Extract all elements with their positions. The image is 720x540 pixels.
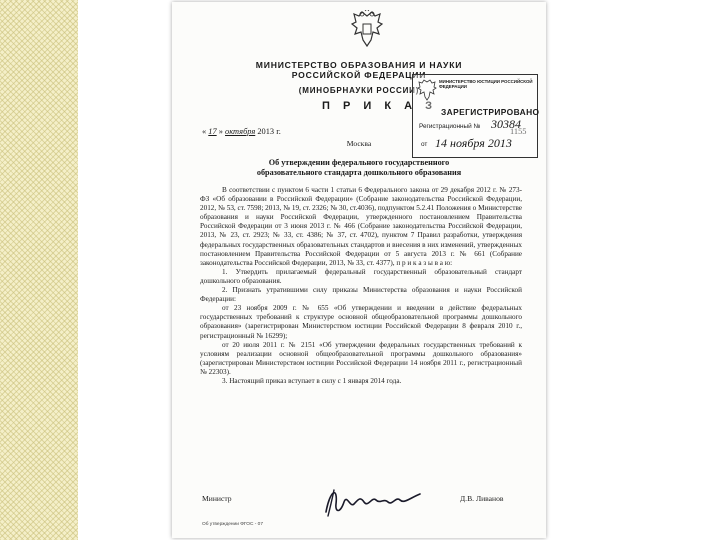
stamp-registered-word: ЗАРЕГИСТРИРОВАНО bbox=[441, 107, 540, 117]
stamp-organization: МИНИСТЕРСТВО ЮСТИЦИИ РОССИЙСКОЙ ФЕДЕРАЦИИ bbox=[439, 79, 533, 89]
body-paragraph-item3: 3. Настоящий приказ вступает в силу с 1 января 2014 года. bbox=[222, 376, 402, 385]
signatory-name: Д.В. Ливанов bbox=[460, 494, 504, 503]
body-paragraph-item2-order2: от 20 июля 2011 г. № 2151 «Об утверждении федеральных государственных требований к условиям реализации основной общеобразовательной программы дошкольного образования» (зарегистрирован Министерством юстиции Российской Федерации 14 ноября 2011 г., регистрационный № 22303). bbox=[200, 340, 522, 376]
registration-stamp bbox=[412, 74, 538, 158]
ministry-name-line2: РОССИЙСКОЙ ФЕДЕРАЦИИ bbox=[291, 70, 427, 80]
stamp-date-label: от bbox=[421, 141, 428, 148]
document-footer: Об утверждении ФГОС - 07 bbox=[202, 522, 264, 527]
order-city: Москва bbox=[346, 139, 372, 148]
stamp-registration-label: Регистрационный № bbox=[419, 123, 481, 130]
stamp-date-value: 14 ноября 2013 bbox=[435, 136, 512, 150]
date-day: 17 bbox=[208, 127, 217, 136]
handwritten-signature bbox=[320, 482, 430, 522]
order-number: 1155 bbox=[510, 127, 527, 136]
order-date bbox=[202, 127, 281, 136]
order-title-line2: образовательного стандарта дошкольного образования bbox=[256, 168, 462, 177]
date-year: 2013 г. bbox=[257, 127, 281, 136]
stamp-emblem-icon bbox=[417, 79, 437, 101]
body-paragraph-item2-order1: от 23 ноября 2009 г. № 655 «Об утверждении и введении в действие федеральных государственных требований к структуре основной общеобразовательной программы дошкольного образования» (зарегистрирован Министерством юстиции Российской Федерации 8 февраля 2010 г., регистрационный № 16299); bbox=[200, 304, 522, 340]
date-close-quote: » bbox=[218, 127, 223, 136]
decorative-side-pattern bbox=[0, 0, 78, 540]
body-paragraph-preamble: В соответствии с пунктом 6 части 1 статьи 6 Федерального закона от 29 декабря 2012 г. № 273-ФЗ «Об образовании в Российской Федерации» (Собрание законодательства Российской Федерации, 2012, № 53, ст. 7598; 2013, № 19, ст. 2326; № 30, ст.4036), подпунктом 5.2.41 Положения о Министерстве образования и науки Российской Федерации, утвержденного постановлением Правительства Российской Федерации от 3 июня 2013 г. № 466 (Собрание законодательства Российской Федерации, 2013, № 23, ст. 2923; № 33, ст. 4386; № 37, ст. 4702), пунктом 7 Правил разработки, утверждения федеральных государственных образовательных стандартов и внесения в них изменений, утвержденных постановлением Правительства Российской Федерации от 5 августа 2013 г. № 661 (Собрание законодательства Российской Федерации, 2013, № 33, ст. 4377), п р и к а з ы в а ю: bbox=[200, 186, 522, 267]
date-month: октября bbox=[225, 127, 256, 136]
stamp-registration-number: 30384 bbox=[491, 117, 521, 131]
order-title-line1: Об утверждении федерального государственного bbox=[268, 158, 450, 167]
coat-of-arms-emblem-icon bbox=[350, 10, 384, 48]
document-page bbox=[172, 2, 546, 538]
signatory-position: Министр bbox=[202, 494, 232, 503]
date-open-quote: « bbox=[202, 127, 207, 136]
body-paragraph-item1: 1. Утвердить прилагаемый федеральный государственный образовательный стандарт дошкольного образования. bbox=[200, 267, 522, 285]
body-paragraph-item2: 2. Признать утратившими силу приказы Министерства образования и науки Российской Федерации: bbox=[200, 286, 522, 304]
order-body bbox=[200, 186, 522, 386]
document-type-heading: П Р И К А З bbox=[322, 100, 437, 112]
ministry-short-name: (МИНОБРНАУКИ РОССИИ) bbox=[298, 86, 420, 95]
ministry-name-line1: МИНИСТЕРСТВО ОБРАЗОВАНИЯ И НАУКИ bbox=[255, 60, 463, 70]
